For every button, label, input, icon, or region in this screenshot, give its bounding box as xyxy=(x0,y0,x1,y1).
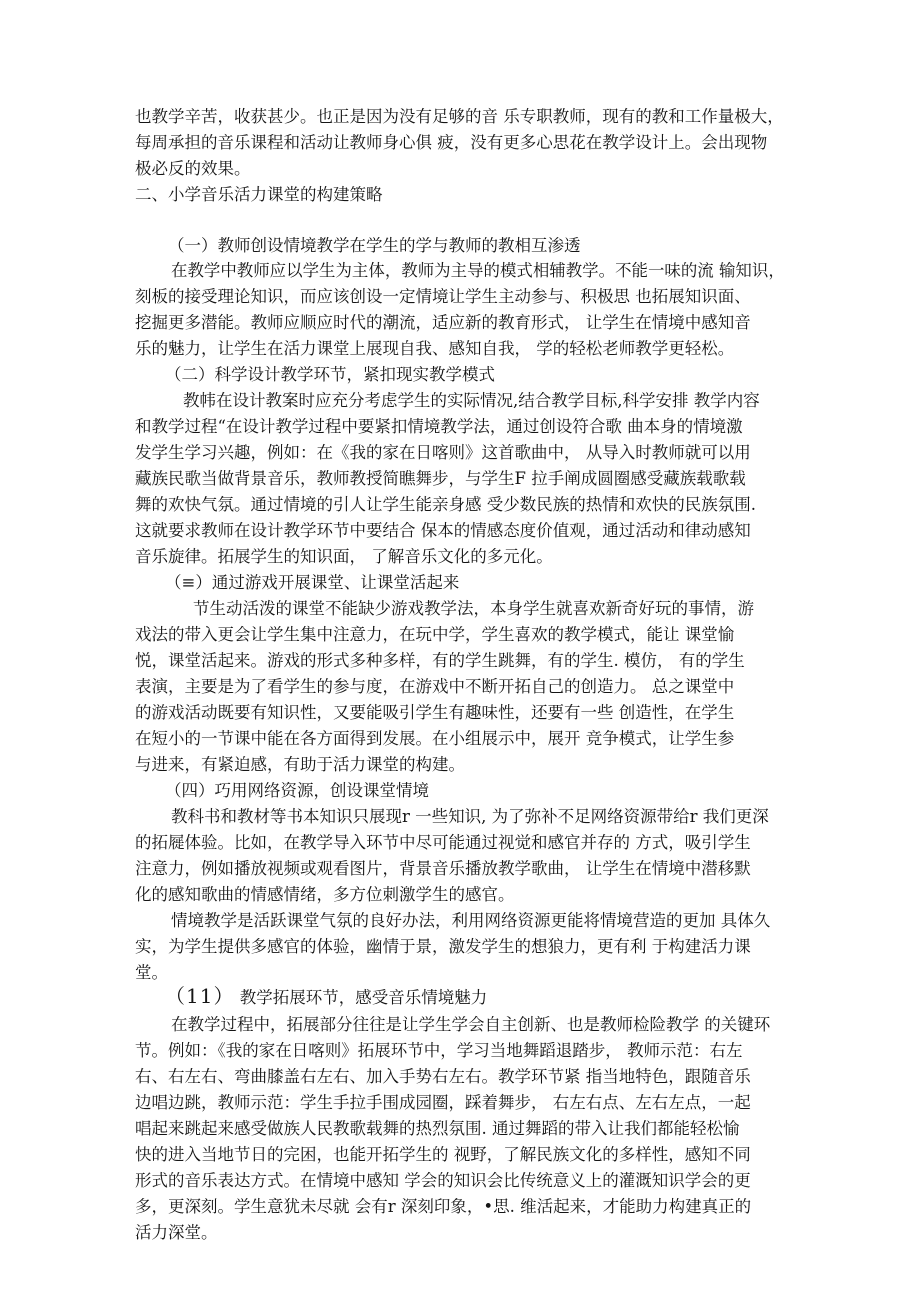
paragraph-line: 藏族民歌当做背景音乐，教师教授简瞧舞步，与学生F 拉手阐成圆圈感受藏族载歌载 xyxy=(135,469,746,488)
paragraph-line: 节生动活泼的课堂不能缺少游戏教学法，本身学生就喜欢新奇好玩的事情，游 xyxy=(193,599,754,618)
paragraph-line: 悦，课堂活起来。游戏的形式多种多样，有的学生跳舞，有的学生. 模仿， 有的学生 xyxy=(135,651,745,670)
section-heading: 二、小学音乐活力课堂的构建策略 xyxy=(135,185,383,204)
paragraph-line: 边唱边跳，教师示范：学生手拉手围成园圈，踩着舞步， 右左右点、左右左点，一起 xyxy=(135,1093,751,1112)
paragraph-line: 多，更深刻。学生意犹未尽就 会有r 深刻印象，•思. 维活起来，才能助力构建真正的 xyxy=(135,1197,752,1216)
paragraph-line: 实，为学生提供多感官的体验，幽情于景，激发学生的想狼力，更有利 于构建活力课 xyxy=(135,937,751,956)
paragraph-line: 教帏在设计教案时应充分考虑学生的实际情况,结合教学目标,科学安排 教学内容 xyxy=(183,391,760,410)
paragraph-line: 与进来，有紧迫感，有助于活力课堂的构建。 xyxy=(135,755,465,774)
paragraph-line: 化的感知歌曲的情感情绪，多方位刺激学生的感官。 xyxy=(135,885,515,904)
heading-text: 教学拓展环节，感受音乐情境魅力 xyxy=(239,988,488,1007)
paragraph-line: 堂。 xyxy=(135,963,168,982)
intro-line: 每周承担的音乐课程和活动让教师身心俱 疲，没有更多心思花在教学设计上。会出现物 xyxy=(135,133,768,152)
subsection-heading: （四）巧用网络资源，创设课堂情境 xyxy=(165,781,429,800)
subsection-heading: （二）科学设计教学环节，紧扣现实教学模式 xyxy=(165,365,495,384)
subsection-heading: （一）教师创设情境教学在学生的学与教师的教相互渗透 xyxy=(168,236,581,255)
paragraph-line: 挖掘更多潜能。教师应顺应时代的潮流，适应新的教育形式， 让学生在情境中感知音 xyxy=(135,313,751,332)
paragraph-line: 的游戏活动既要有知识性，又要能吸引学生有趣味性，还要有一些 创造性，在学生 xyxy=(135,703,735,722)
paragraph-line: 刻板的接受理论知识，而应该创设一定情境让学生主动参与、积极思 也拓展知识面、 xyxy=(135,287,751,306)
paragraph-line: 教科书和教材等书本知识只展现r 一些知识, 为了弥补不足网络资源带给r 我们更深 xyxy=(171,807,769,826)
paragraph-line: 表演，主要是为了看学生的参与度，在游戏中不断开拓自己的创造力。 总之课堂中 xyxy=(135,677,735,696)
paragraph-line: 右、右左右、弯曲膝盖右左右、加入手势右左右。教学环节紧 指当地特色，跟随音乐 xyxy=(135,1067,751,1086)
intro-line: 也教学辛苦，收获甚少。也正是因为没有足够的音 乐专职教师，现有的教和工作量极大， xyxy=(135,107,784,126)
paragraph-line: 唱起来跳起来感受做族人民教歌载舞的热烈氛围. 通过舞蹈的带入让我们都能轻松愉 xyxy=(135,1119,740,1138)
paragraph-line: 的拓屣体验。比如，在教学导入环节中尽可能通过视觉和感官并存的 方式，吸引学生 xyxy=(135,833,751,852)
paragraph-line: 乐的魅力，让学生在活力课堂上展现自我、感知自我， 学的轻松老师教学更轻松。 xyxy=(135,339,735,358)
paragraph-line: 在教学中教师应以学生为主体，教师为主导的模式相辅教学。不能一味的流 输知识， xyxy=(171,261,785,280)
paragraph-line: 节。例如：《我的家在日喀则》拓展环节中，学习当地舞蹈退踏步， 教师示范：右左 xyxy=(135,1041,743,1060)
intro-line: 极必反的效果。 xyxy=(135,159,251,178)
paragraph-line: 情境教学是活跃课堂气氛的良好办法，利用网络资源更能将情境营造的更加 具体久 xyxy=(171,911,771,930)
paragraph-line: 舞的欢快气氛。通过情境的引人让学生能亲身感 受少数民族的热情和欢快的民族氛围. xyxy=(135,495,756,514)
subsection-heading: （≡）通过游戏开展课堂、让课堂活起来 xyxy=(165,573,460,592)
paragraph-line: 在短小的一节课中能在各方面得到发展。在小组展示中，展开 竞争模式，让学生参 xyxy=(135,729,735,748)
paragraph-line: 快的进入当地节日的完困，也能开拓学生的 视野，了解民族文化的多样性，感知不同 xyxy=(135,1145,751,1164)
paragraph-line: 活力深堂。 xyxy=(135,1223,218,1242)
paragraph-line: 形式的音乐表达方式。在情境中感知 学会的知识会比传统意义上的灌溉知识学会的更 xyxy=(135,1171,751,1190)
heading-number: （11） xyxy=(165,984,235,1008)
paragraph-line: 发学生学习兴趣，例如：在《我的家在日喀则》这首歌曲中， 从导入时教师就可以用 xyxy=(135,443,751,462)
paragraph-line: 这就要求教师在设计教学环节中要结合 保本的情感态度价值观，通过活动和律动感知 xyxy=(135,521,751,540)
paragraph-line: 注意力，例如播放视频或观看图片，背景音乐播放教学歌曲， 让学生在情境中潜移默 xyxy=(135,859,751,878)
paragraph-line: 音乐旋律。拓展学生的知识面， 了解音乐文化的多元化。 xyxy=(135,547,553,566)
paragraph-line: 在教学过程中，拓展部分往往是让学生学会自主创新、也是教师检险教学 的关键环 xyxy=(171,1015,771,1034)
subsection-heading xyxy=(165,983,487,1011)
paragraph-line: 戏法的带入更会让学生集中注意力，在玩中学，学生喜欢的教学模式，能让 课堂愉 xyxy=(135,625,735,644)
paragraph-line: 和教学过程“在设计教学过程中要紧扣情境教学法，通过创设符合歌 曲本身的情境激 xyxy=(135,417,743,436)
